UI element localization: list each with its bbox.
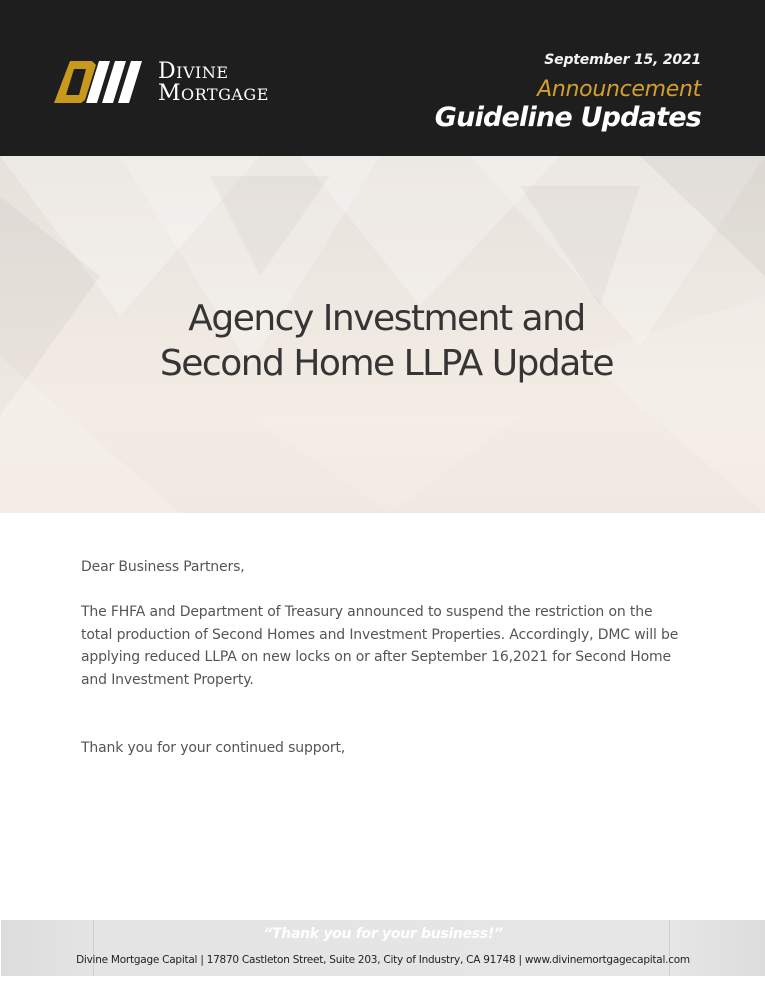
brand-logo: [52, 60, 292, 104]
header-banner: [0, 0, 765, 156]
logo-stripes-icon: [52, 60, 156, 104]
footer-address: Divine Mortgage Capital | 17870 Castleton Street, Suite 203, City of Industry, CA 91748 | www.divinemortgagecapital.com: [76, 954, 690, 966]
brand-name-line1: DIVINE: [158, 59, 229, 84]
letter-closing: Thank you for your continued support,: [81, 740, 346, 756]
hero-title-line2: Second Home LLPA Update: [159, 343, 614, 384]
announcement-label: Announcement: [537, 77, 701, 102]
letter-body: [81, 556, 691, 759]
footer-bar: [1, 920, 765, 976]
letter-paragraph: The FHFA and Department of Treasury announced to suspend the restriction on the total production of Second Homes and Investment Properties. Accordingly, DMC will be applying reduced LLPA on new locks on or after September 16,2021 for Second Home and Investment Property.: [81, 604, 679, 688]
hero-title: [4, 296, 765, 386]
announcement-title: Guideline Updates: [434, 102, 701, 133]
hero-banner: [0, 156, 765, 513]
hero-title-line1: Agency Investment and: [188, 298, 585, 339]
announcement-date: September 15, 2021: [544, 52, 701, 68]
header-announcement: [435, 52, 701, 133]
brand-name-line2: MORTGAGE: [158, 81, 269, 106]
footer-quote: “Thank you for your business!”: [263, 926, 503, 942]
brand-wordmark: [158, 60, 269, 105]
letter-greeting: Dear Business Partners,: [81, 559, 245, 575]
